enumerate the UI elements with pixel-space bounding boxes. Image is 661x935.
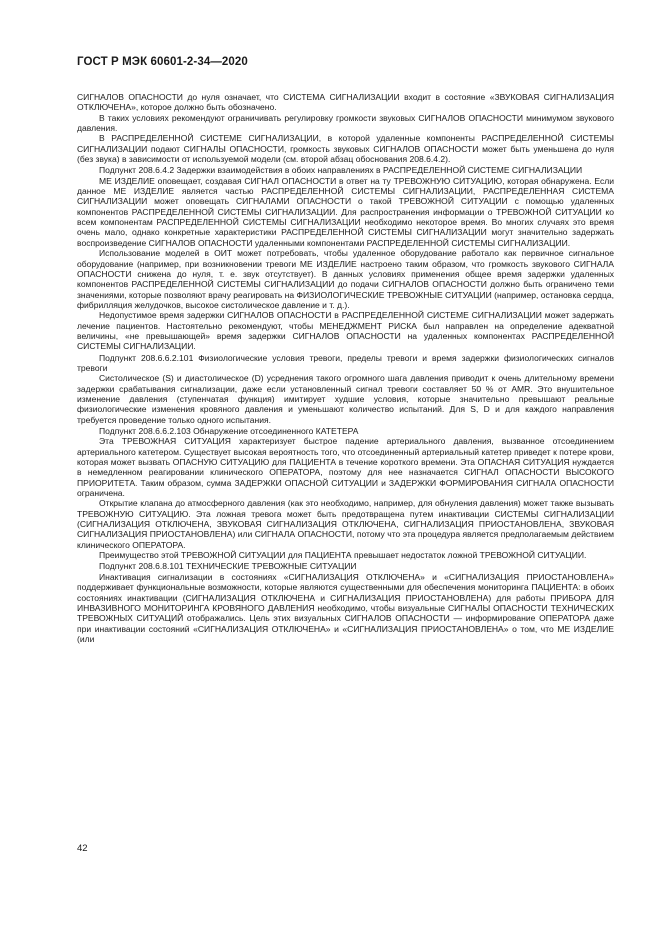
- paragraph: МЕ ИЗДЕЛИЕ оповещает, создавая СИГНАЛ ОПАСНОСТИ в ответ на ту ТРЕВОЖНУЮ СИТУАЦИЮ, которая обнаружена. Если данное МЕ ИЗДЕЛИЕ является частью РАСПРЕДЕЛЕННОЙ СИСТЕМЫ СИГНАЛИЗАЦИИ, РАСПРЕДЕЛЕННАЯ СИСТЕМА СИГНАЛИЗАЦИИ может оповещать СИГНАЛАМИ ОПАСНОСТИ о такой ТРЕВОЖНОЙ СИТУАЦИИ с помощью удаленных компонентов РАСПРЕДЕЛЕННОЙ СИСТЕМЫ СИГНАЛИЗАЦИИ. Для распространения информации о ТРЕВОЖНОЙ СИТУАЦИИ ко всем компонентам РАСПРЕДЕЛЕННОЙ СИСТЕМЫ СИГНАЛИЗАЦИИ необходимо некоторое время. Во многих случаях это время очень мало, однако конкретные характеристики РАСПРЕДЕЛЕННОЙ СИСТЕМЫ СИГНАЛИЗАЦИИ могут значительно задержать воспроизведение СИГНАЛОВ ОПАСНОСТИ удаленными компонентами РАСПРЕДЕЛЕННОЙ СИСТЕМЫ СИГНАЛИЗАЦИИ.: [77, 175, 614, 248]
- subclause-heading: Подпункт 208.6.6.2.101 Физиологические условия тревоги, пределы тревоги и время задержки физиологических сигналов тревоги: [77, 352, 614, 373]
- paragraph: Недопустимое время задержки СИГНАЛОВ ОПАСНОСТИ в РАСПРЕДЕЛЕННОЙ СИСТЕМЕ СИГНАЛИЗАЦИИ может задержать лечение пациентов. Настоятельно рекомендуют, чтобы МЕНЕДЖМЕНТ РИСКА был направлен на определение адекватной величины, «не превышающей» время задержки СИГНАЛОВ ОПАСНОСТИ на удаленных компонентах РАСПРЕДЕЛЕННОЙ СИСТЕМЫ СИГНАЛИЗАЦИИ.: [77, 310, 614, 352]
- subclause-heading: Подпункт 208.6.6.2.103 Обнаружение отсоединенного КАТЕТЕРА: [99, 426, 359, 436]
- paragraph: Использование моделей в ОИТ может потребовать, чтобы удаленное оборудование работало как первичное сигнальное оборудование (например, при возникновении тревоги МЕ ИЗДЕЛИЕ настроено таким образом, что громкость звукового СИГНАЛА ОПАСНОСТИ снижена до нуля, т. е. звук отсутствует). В данных условиях применения общее время задержки удаленных компонентов РАСПРЕДЕЛЕННОЙ СИСТЕМЫ СИГНАЛИЗАЦИИ до подачи СИГНАЛОВ ОПАСНОСТИ должно быть ограничено теми значениями, которые позволяют врачу реагировать на ФИЗИОЛОГИЧЕСКИЕ ТРЕВОЖНЫЕ СИТУАЦИИ (например, остановка сердца, фибрилляция желудочков, высокое систолическое давление и т. д.).: [77, 248, 614, 310]
- paragraph: Инактивация сигнализации в состояниях «СИГНАЛИЗАЦИЯ ОТКЛЮЧЕНА» и «СИГНАЛИЗАЦИЯ ПРИОСТАНОВЛЕНА» поддерживает функциональные возможности, которые являются существенными для обеспечения мониторинга ПАЦИЕНТА: в обоих состояниях инактивации (СИГНАЛИЗАЦИЯ ОТКЛЮЧЕНА и СИГНАЛИЗАЦИЯ ПРИОСТАНОВЛЕНА) для работы ПРИБОРА ДЛЯ ИНВАЗИВНОГО МОНИТОРИНГА КРОВЯНОГО ДАВЛЕНИЯ необходимо, чтобы визуальные СИГНАЛЫ ОПАСНОСТИ ТЕХНИЧЕСКИХ ТРЕВОЖНЫХ СИТУАЦИЙ отображались. Цель этих визуальных СИГНАЛОВ ОПАСНОСТИ — информирование ОПЕРАТОРА даже при инактивации состояний «СИГНАЛИЗАЦИЯ ОТКЛЮЧЕНА» и «СИГНАЛИЗАЦИЯ ПРИОСТАНОВЛЕНА» о том, что МЕ ИЗДЕЛИЕ (или: [77, 571, 614, 644]
- paragraph: Открытие клапана до атмосферного давления (как это необходимо, например, для обнуления давления) может также вызывать ТРЕВОЖНУЮ СИТУАЦИЮ. Эта ложная тревога может быть предотвращена путем инактивации СИСТЕМЫ СИГНАЛИЗАЦИИ (СИГНАЛИЗАЦИЯ ОТКЛЮЧЕНА, ЗВУКОВАЯ СИГНАЛИЗАЦИЯ ОТКЛЮЧЕНА, СИГНАЛИЗАЦИЯ ПРИОСТАНОВЛЕНА, ЗВУКОВАЯ СИГНАЛИЗАЦИЯ ПРИОСТАНОВЛЕНА) или СИГНАЛА ОПАСНОСТИ, потому что эта процедура является предполагаемым действием клинического ОПЕРАТОРА.: [77, 498, 614, 550]
- page-number: 42: [77, 843, 88, 854]
- subclause-heading: Подпункт 208.6.4.2 Задержки взаимодействия в обоих направлениях в РАСПРЕДЕЛЕННОЙ СИСТЕМЕ СИГНАЛИЗАЦИИ: [99, 165, 583, 176]
- paragraph: Систолическое (S) и диастолическое (D) усреднения такого огромного шага давления приводит к очень длительному времени задержки срабатывания сигнализации, даже если установленный сигнал тревоги составляет 50 % от AMR. Это внушительное изменение давления (ступенчатая функция) имитирует худшие условия, которые значительно превышают реальные физиологические изменения кровяного давления и уменьшают количество испытаний. Для S, D и для каждого направления требуется проведение только одного испытания.: [77, 373, 614, 425]
- paragraph: Преимущество этой ТРЕВОЖНОЙ СИТУАЦИИ для ПАЦИЕНТА превышает недостаток ложной ТРЕВОЖНОЙ СИТУАЦИИ.: [99, 550, 587, 561]
- document-header: ГОСТ Р МЭК 60601-2-34—2020: [77, 56, 248, 68]
- paragraph: СИГНАЛОВ ОПАСНОСТИ до нуля означает, что СИСТЕМА СИГНАЛИЗАЦИИ входит в состояние «ЗВУКОВАЯ СИГНАЛИЗАЦИЯ ОТКЛЮЧЕНА», которое должно быть обозначено.: [77, 92, 614, 113]
- subclause-heading: Подпункт 208.6.8.101 ТЕХНИЧЕСКИЕ ТРЕВОЖНЫЕ СИТУАЦИИ: [99, 561, 357, 572]
- paragraph: Эта ТРЕВОЖНАЯ СИТУАЦИЯ характеризует быстрое падение артериального давления, вызванное отсоединением артериального катетером. Существует высокая вероятность того, что отсоединенный артериальный катетер приведет к потере крови, которая может вызвать ОПАСНУЮ СИТУАЦИЮ для ПАЦИЕНТА в течение короткого времени. Эта ОПАСНАЯ СИТУАЦИЯ нуждается в немедленном реагировании клинического ОПЕРАТОРА, поэтому для нее назначается СИГНАЛ ОПАСНОСТИ ВЫСОКОГО ПРИОРИТЕТА. Таким образом, сумма ЗАДЕРЖКИ ОПАСНОЙ СИТУАЦИИ и ЗАДЕРЖКИ ФОРМИРОВАНИЯ СИГНАЛА ОПАСНОСТИ ограничена.: [77, 436, 614, 499]
- paragraph: В таких условиях рекомендуют ограничивать регулировку громкости звуковых СИГНАЛОВ ОПАСНОСТИ минимумом звукового давления.: [77, 112, 614, 134]
- paragraph: В РАСПРЕДЕЛЕННОЙ СИСТЕМЕ СИГНАЛИЗАЦИИ, в которой удаленные компоненты РАСПРЕДЕЛЕННОЙ СИСТЕМЫ СИГНАЛИЗАЦИИ подают СИГНАЛЫ ОПАСНОСТИ, громкость звуковых СИГНАЛОВ ОПАСНОСТИ может быть уменьшена до нуля (без звука) в зависимости от используемой модели (см. второй абзац обоснования 208.6.4.2).: [77, 133, 614, 165]
- document-body: [77, 92, 614, 644]
